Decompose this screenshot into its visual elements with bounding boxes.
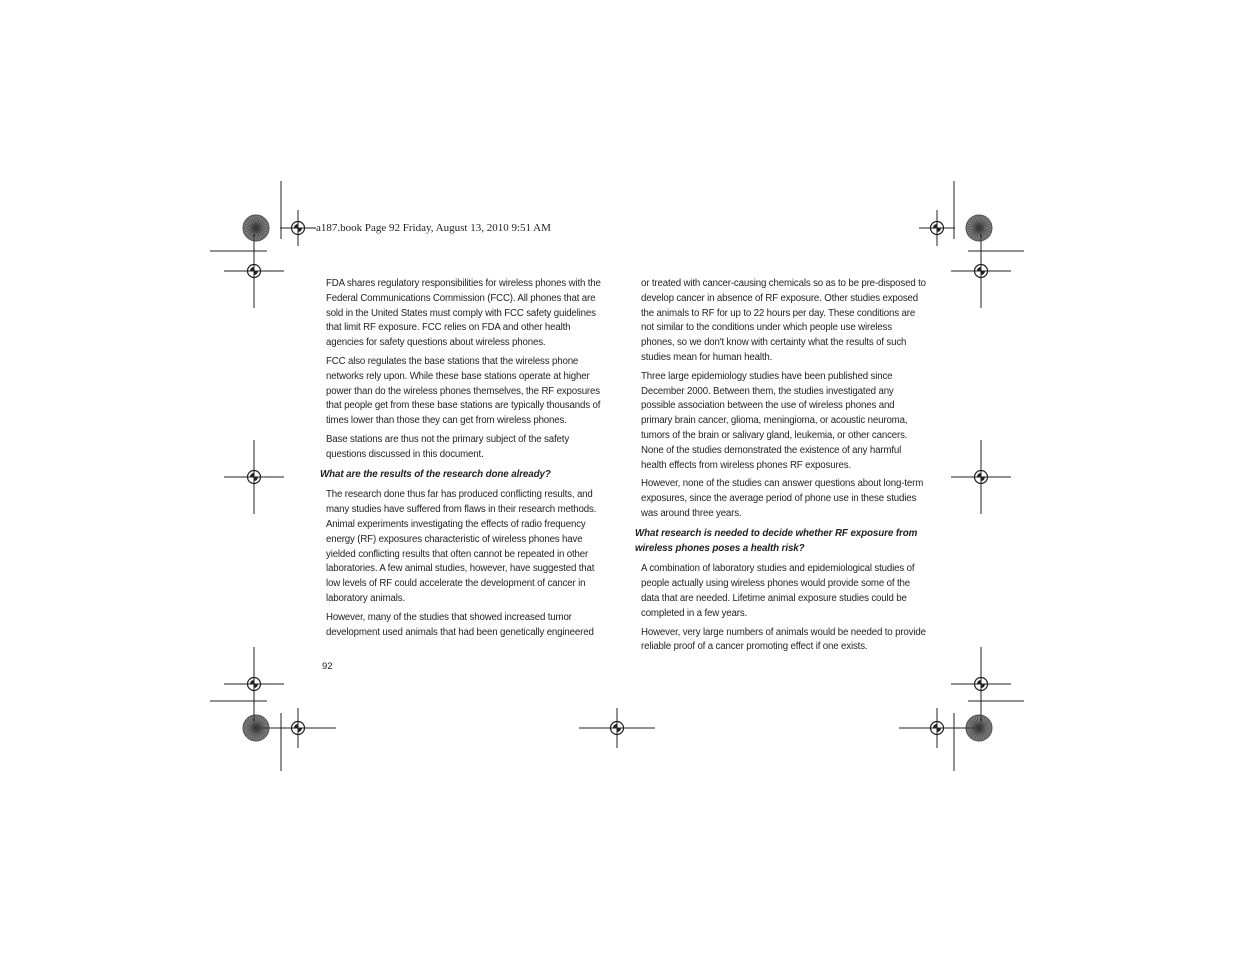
section-heading: What research is needed to decide whether RF exposure from wireless phones poses a health risk?	[635, 527, 918, 554]
right-column	[635, 277, 927, 659]
registration-mark	[951, 440, 1011, 514]
registration-mark	[951, 234, 1011, 308]
section-heading: What are the results of the research done already?	[320, 468, 551, 480]
paragraph: Base stations are thus not the primary subject of the safety questions discussed in this document.	[326, 433, 570, 460]
paragraph: The research done thus far has produced conflicting results, and many studies have suffered from flaws in their research methods. Animal experiments investigating the effects of radio frequency energy (RF) exposures characteristic of wireless phones have yielded conflicting results that often cannot be repeated in other laboratories. A few animal studies, however, have suggested that low levels of RF could accelerate the development of cancer in laboratory animals.	[326, 489, 597, 604]
registration-mark	[224, 234, 284, 308]
registration-mark	[280, 210, 316, 246]
left-column	[320, 277, 610, 644]
paragraph: Three large epidemiology studies have been published since December 2000. Between them, the studies investigated any possible association between the use of wireless phones and primary brain cancer, glioma, meningioma, or acoustic neuroma, tumors of the brain or salivary gland, leukemia, or other cancers. None of the studies demonstrated the existence of any harmful health effects from wireless phones RF exposures.	[641, 370, 908, 471]
registration-mark	[919, 210, 955, 246]
paragraph: FCC also regulates the base stations that the wireless phone networks rely upon. While these base stations operate at higher power than do the wireless phones themselves, the RF exposures that people get from these base stations are typically thousands of times lower than those they can get from wireless phones.	[326, 355, 601, 427]
book-slug-header: a187.book Page 92 Friday, August 13, 2010 9:51 AM	[316, 222, 551, 234]
registration-mark	[899, 708, 975, 748]
registration-mark	[224, 647, 284, 721]
registration-mark	[260, 708, 336, 748]
color-starburst-mark	[966, 215, 992, 241]
registration-mark	[579, 708, 655, 748]
paragraph: A combination of laboratory studies and epidemiological studies of people actually using wireless phones would provide some of the data that are needed. Lifetime animal exposure studies could be completed in a few years.	[641, 563, 915, 619]
paragraph: However, none of the studies can answer questions about long-term exposures, since the average period of phone use in these studies was around three years.	[641, 478, 924, 519]
color-starburst-mark	[243, 215, 269, 241]
paragraph: or treated with cancer-causing chemicals so as to be pre-disposed to develop cancer in absence of RF exposure. Other studies exposed the animals to RF for up to 22 hours per day. These conditions are not similar to the conditions under which people use wireless phones, so we don't know with certainty what the results of such studies mean for human health.	[641, 278, 926, 363]
paragraph: However, very large numbers of animals would be needed to provide reliable proof of a cancer promoting effect if one exists.	[641, 626, 926, 653]
registration-mark	[951, 647, 1011, 721]
paragraph: FDA shares regulatory responsibilities for wireless phones with the Federal Communications Commission (FCC). All phones that are sold in the United States must comply with FCC safety guidelines that limit RF exposure. FCC relies on FDA and other health agencies for safety questions about wireless phones.	[326, 278, 601, 349]
registration-mark	[224, 440, 284, 514]
page-number: 92	[322, 661, 333, 672]
paragraph: However, many of the studies that showed increased tumor development used animals that had been genetically engineered	[326, 611, 594, 638]
